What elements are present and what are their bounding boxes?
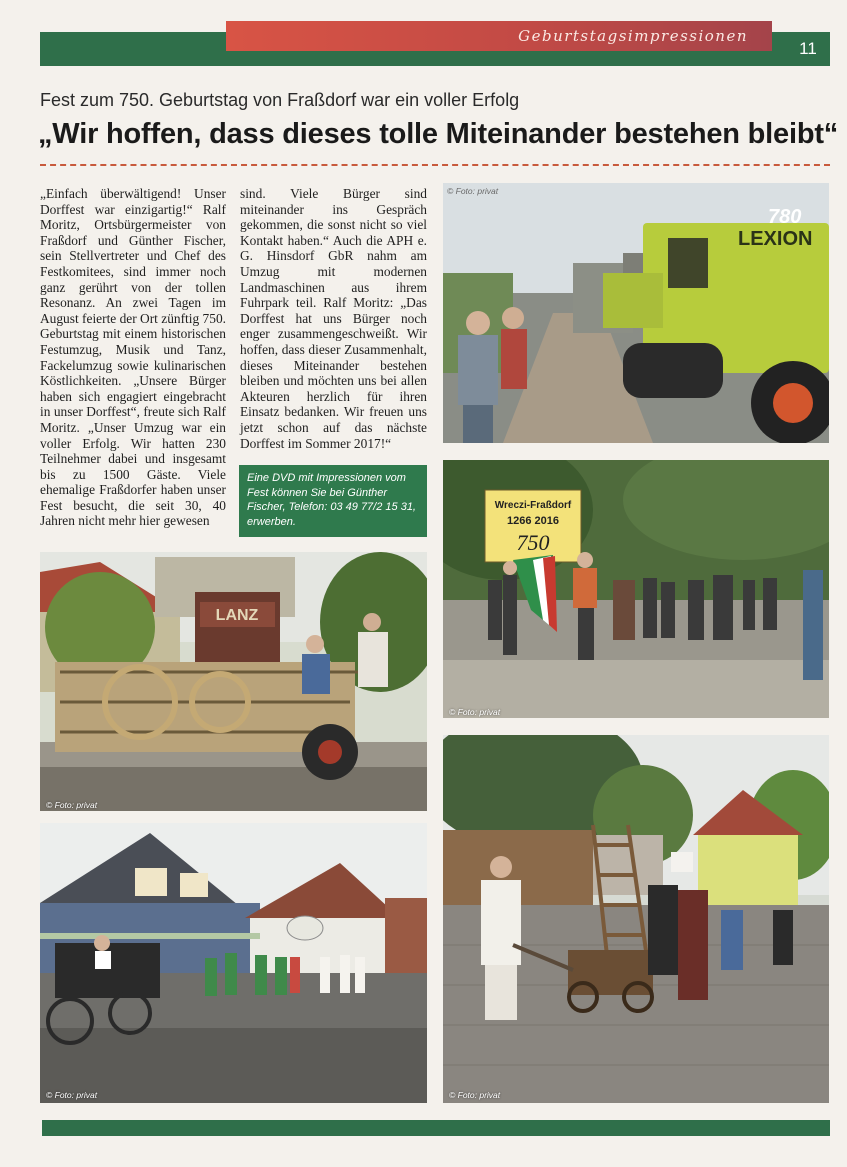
lanz-label: LANZ xyxy=(215,607,259,624)
sign-line-2: 1266 2016 xyxy=(507,515,559,527)
harvester-model-number: 780 xyxy=(768,206,802,228)
sign-line-1: Wreczi-Fraßdorf xyxy=(494,500,572,511)
article-kicker: Fest zum 750. Geburtstag von Fraßdorf war ein voller Erfolg xyxy=(40,90,520,110)
photo-credit: © Foto: privat xyxy=(46,800,98,810)
photo-harvester xyxy=(443,183,829,443)
harvester-label: LEXION xyxy=(738,228,813,250)
photo-carriage xyxy=(40,823,427,1103)
photo-credit: © Foto: privat xyxy=(449,707,501,717)
photo-credit: © Foto: privat xyxy=(46,1090,98,1100)
article-column-2: sind. Viele Bürger sind miteinander ins Gespräch gekommen, die sonst nicht so viel Kontakt haben.“ Auch die APH e. G. Hinsdorf GbR nahm am Umzug mit modernen Landmaschinen aus ihrem Fuhrpark teil. Ralf Moritz: „Das Dorffest hat uns Bürger noch enger zusammengeschweißt. Wir hoffen, dass dieser Zusammenhalt, dieses Miteinander bestehen bleiben und möchten uns bei allen Akteuren herzlich für ihren Einsatz bedanken. Wir freuen uns jetzt schon auf das nächste Dorffest im Sommer 2017!“ xyxy=(240,186,427,451)
sign-line-3: 750 xyxy=(516,530,550,555)
photo-handcart xyxy=(443,735,829,1103)
headline-rule xyxy=(40,164,830,166)
photo-old-harvester xyxy=(40,552,427,811)
photo-credit: © Foto: privat xyxy=(449,1090,501,1100)
page-number: 11 xyxy=(799,39,817,58)
photo-parade-sign xyxy=(443,460,829,718)
section-tag: Geburtstagsimpressionen xyxy=(226,21,772,51)
footer-band xyxy=(42,1120,830,1136)
photo-credit: © Foto: privat xyxy=(447,186,499,196)
article-column-1: „Einfach überwältigend! Unser Dorffest war einzigartig!“ Ralf Moritz, Ortsbürgermeister von Fraßdorf und Günther Fischer, sein Stellvertreter und Chef des Festkomitees, sind immer noch ganz gerührt von der tollen Resonanz. An zwei Tagen im August feierte der Ort zünftig 750. Geburtstag mit einem historischen Festumzug, Musik und Tanz, Fackelumzug sowie kulinarischen Köstlichkeiten. „Unsere Bürger haben sich engagiert eingebracht in unser Dorffest“, freute sich Ralf Moritz. „Unser Umzug war ein voller Erfolg. Wir hatten 230 Teilnehmer dabei und insgesamt bis zu 1500 Gäste. Viele ehemalige Fraßdorfer haben unser Fest besucht, die seit 30, 40 Jahren nicht mehr hier gewesen xyxy=(40,186,226,529)
dvd-infobox: Eine DVD mit Impressionen vom Fest können Sie bei Günther Fischer, Telefon: 03 49 77/2 15 31, erwerben. xyxy=(239,465,427,537)
article-headline: „Wir hoffen, dass dieses tolle Miteinander bestehen bleibt“ xyxy=(38,118,839,150)
